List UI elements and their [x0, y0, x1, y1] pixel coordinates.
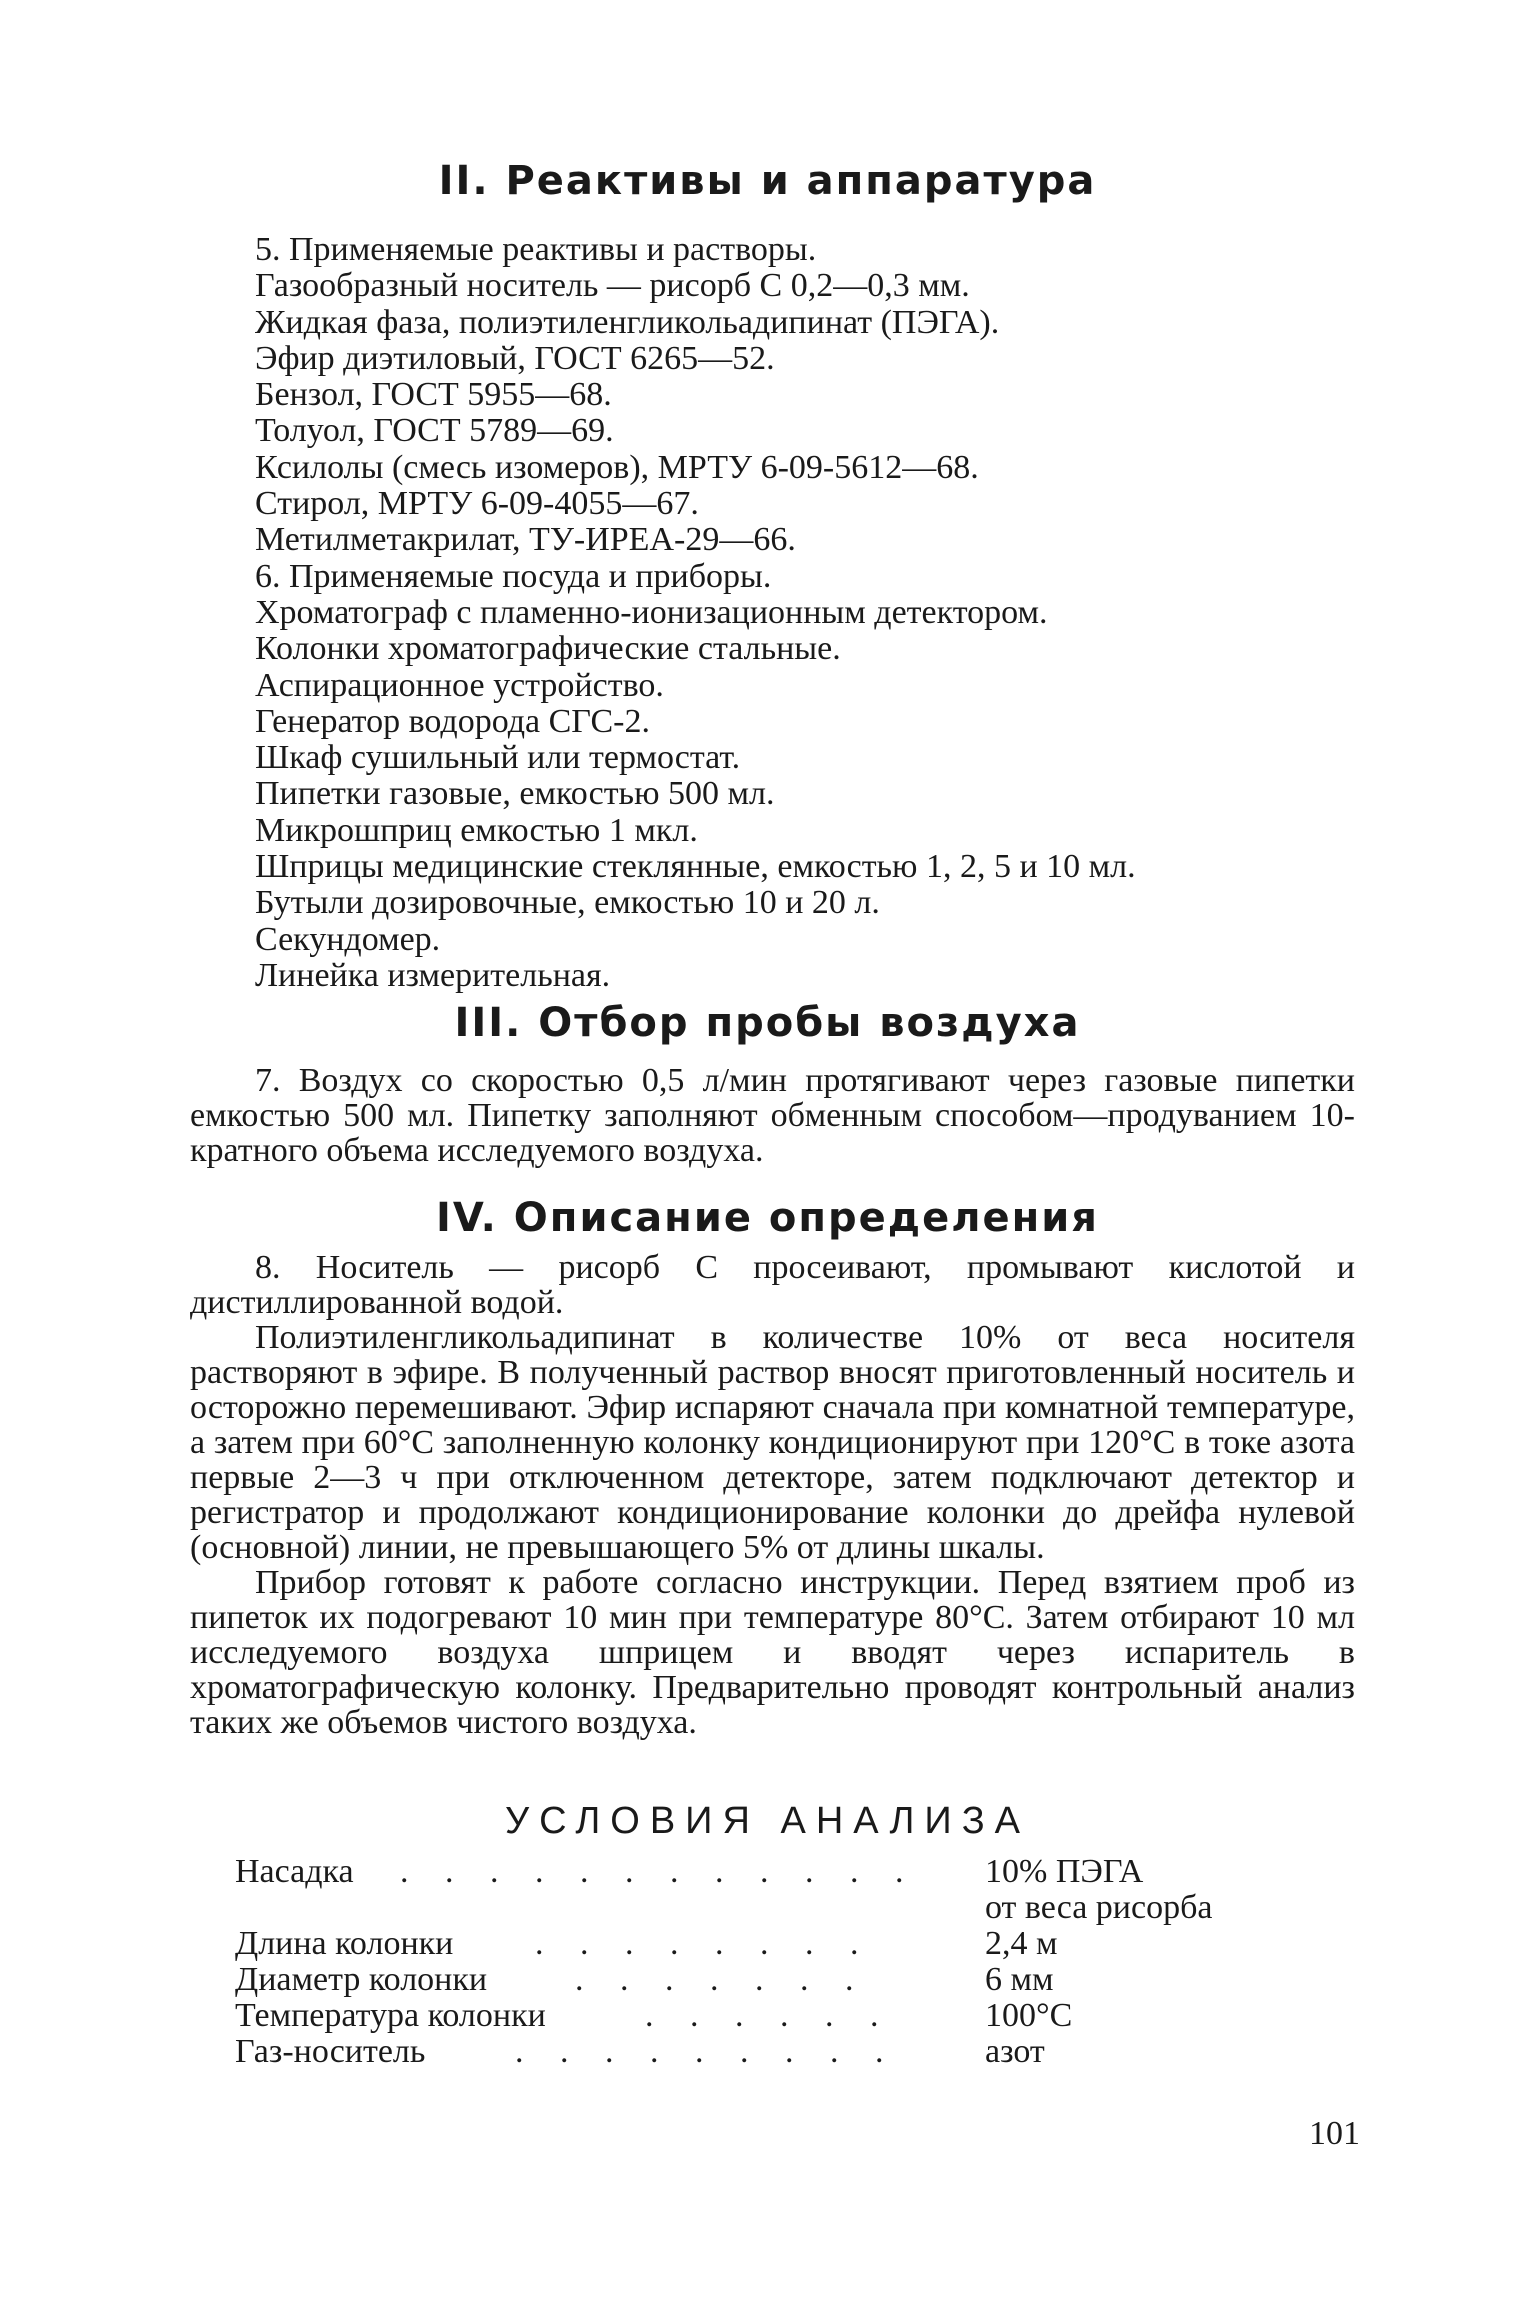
condition-label: Диаметр колонки — [235, 1961, 488, 1998]
leader-dots: . . . . . . . — [575, 1961, 868, 1998]
conditions-row — [235, 1997, 1285, 2033]
list-item: Шприцы медицинские стеклянные, емкостью 1, 2, 5 и 10 мл. — [255, 848, 1136, 886]
list-item: Метилметакрилат, ТУ-ИРЕА-29—66. — [255, 521, 796, 559]
section-3-heading: III. Отбор пробы воздуха — [454, 1000, 1081, 1046]
list-item: Жидкая фаза, полиэтиленгликольадипинат (ПЭГА). — [255, 303, 1000, 341]
list-item: Пипетки газовые, емкостью 500 мл. — [255, 775, 775, 813]
list-item: Ксилолы (смесь изомеров), МРТУ 6-09-5612—68. — [255, 448, 979, 486]
condition-label: Газ-носитель — [235, 2033, 426, 2070]
conditions-row — [235, 1961, 1285, 1997]
leader-dots: . . . . . . . . . — [515, 2033, 898, 2070]
list-item: Хроматограф с пламенно-ионизационным детектором. — [255, 593, 1048, 631]
list-item: Линейка измерительная. — [255, 956, 611, 994]
list-item: Микрошприц емкостью 1 мкл. — [255, 811, 698, 849]
leader-dots: . . . . . . . . — [535, 1925, 873, 1962]
condition-value: 2,4 м — [985, 1925, 1058, 1962]
list-item: Бензол, ГОСТ 5955—68. — [255, 376, 612, 414]
reagents-list — [255, 232, 1405, 994]
list-item: Колонки хроматографические стальные. — [255, 630, 841, 668]
condition-value: от веса рисорба — [985, 1889, 1213, 1926]
list-item: Газообразный носитель — рисорб С 0,2—0,3 мм. — [255, 267, 970, 305]
conditions-title: УСЛОВИЯ АНАЛИЗА — [505, 1800, 1030, 1842]
condition-label: Длина колонки — [235, 1925, 454, 1962]
condition-label: Насадка — [235, 1853, 354, 1890]
condition-value: 10% ПЭГА — [985, 1853, 1144, 1890]
list-item: 6. Применяемые посуда и приборы. — [255, 557, 772, 595]
conditions-row — [235, 1853, 1285, 1889]
section-4-heading: IV. Описание определения — [436, 1195, 1099, 1241]
sampling-paragraph — [190, 1063, 1355, 1168]
list-item: Бутыли дозировочные, емкостью 10 и 20 л. — [255, 884, 880, 922]
condition-value: 6 мм — [985, 1961, 1054, 1998]
list-item: Шкаф сушильный или термостат. — [255, 739, 741, 777]
list-item: Генератор водорода СГС-2. — [255, 702, 651, 740]
list-item: Толуол, ГОСТ 5789—69. — [255, 412, 614, 450]
paragraph: 8. Носитель — рисорб С просеивают, промывают кислотой и дистиллированной водой. — [190, 1249, 1355, 1321]
list-item: Эфир диэтиловый, ГОСТ 6265—52. — [255, 339, 775, 377]
paragraph: Прибор готовят к работе согласно инструкции. Перед взятием проб из пипеток их подогревают 10 мин при температуре 80°С. Затем отбирают 10 мл исследуемого воздуха шприцем и вводят через испаритель в хроматографическую колонку. Предварительно проводят контрольный анализ таких же объемов чистого воздуха. — [190, 1564, 1355, 1741]
page-number: 101 — [1309, 2115, 1360, 2152]
paragraph: Полиэтиленгликольадипинат в количестве 10% от веса носителя растворяют в эфире. В полученный раствор вносят приготовленный носитель и осторожно перемешивают. Эфир испаряют сначала при комнатной температуре, а затем при 60°С заполненную колонку кондиционируют при 120°С в токе азота первые 2—3 ч при отключенном детекторе, затем подключают детектор и регистратор и продолжают кондиционирование колонки до дрейфа нулевой (основной) линии, не превышающего 5% от длины шкалы. — [190, 1319, 1355, 1566]
condition-value: азот — [985, 2033, 1045, 2070]
conditions-row — [235, 1925, 1285, 1961]
conditions-row — [235, 1889, 1285, 1925]
paragraph: 7. Воздух со скоростью 0,5 л/мин протягивают через газовые пипетки емкостью 500 мл. Пипетку заполняют обменным способом—продуванием 10-кратного объема исследуемого воздуха. — [190, 1062, 1355, 1169]
leader-dots: . . . . . . — [645, 1997, 893, 2034]
list-item: Аспирационное устройство. — [255, 666, 664, 704]
procedure-text — [190, 1250, 1355, 1740]
leader-dots: . . . . . . . . . . . . — [400, 1853, 918, 1890]
conditions-table — [235, 1853, 1285, 2069]
condition-label: Температура колонки — [235, 1997, 546, 2034]
list-item: Стирол, МРТУ 6-09-4055—67. — [255, 485, 699, 523]
list-item: 5. Применяемые реактивы и растворы. — [255, 231, 817, 268]
conditions-row — [235, 2033, 1285, 2069]
section-2-heading: II. Реактивы и аппаратура — [438, 158, 1097, 204]
condition-value: 100°С — [985, 1997, 1073, 2034]
list-item: Секундомер. — [255, 920, 441, 958]
